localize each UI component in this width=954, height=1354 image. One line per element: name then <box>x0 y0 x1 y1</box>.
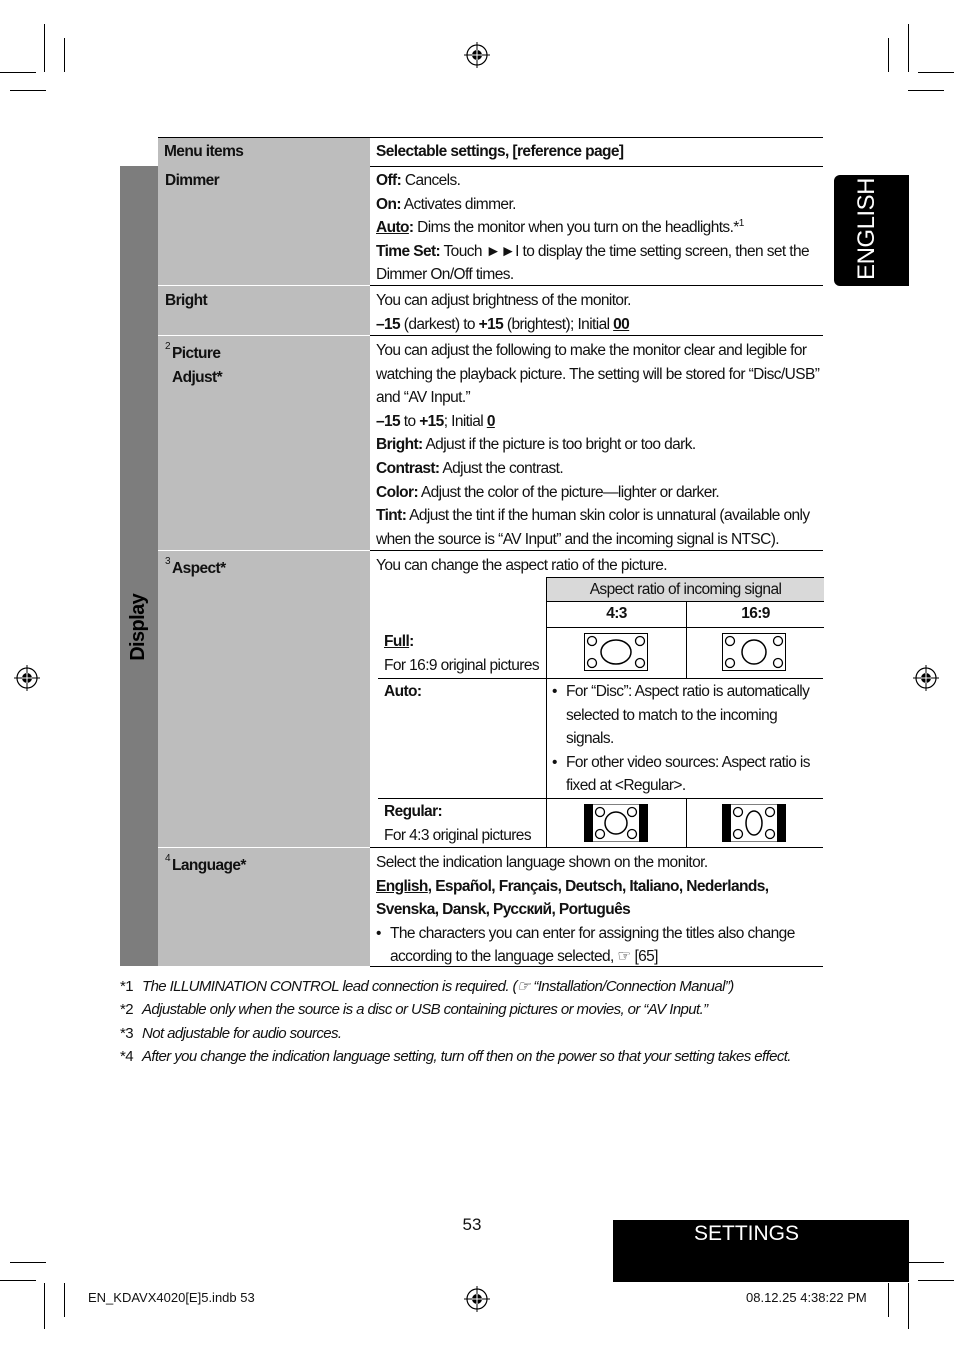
crop-mark <box>44 1283 45 1329</box>
aspect-row-full: Full: For 16:9 original pictures <box>378 628 823 679</box>
footnote-2: *2 Adjustable only when the source is a disc or USB containing pictures or movies, or “AV Input.” <box>120 1001 708 1018</box>
crop-mark <box>64 38 65 72</box>
menu-item-aspect: Aspect* $^3$ <box>158 551 370 848</box>
print-date-info: 08.12.25 4:38:22 PM <box>746 1290 867 1305</box>
registration-mark-icon <box>464 1286 490 1312</box>
display-section-label: Display <box>127 593 150 661</box>
footnote-3: *3 Not adjustable for audio sources. <box>120 1025 342 1042</box>
language-side-tab-label: ENGLISH <box>853 178 880 280</box>
crop-mark <box>908 1262 944 1263</box>
page-number: 53 <box>462 1215 482 1234</box>
menu-item-bright: Bright <box>158 286 370 336</box>
display-section-bar <box>120 166 158 966</box>
crop-mark <box>908 24 909 72</box>
settings-section-tab <box>613 1220 909 1282</box>
registration-mark-icon <box>14 665 40 691</box>
crop-mark <box>918 72 954 73</box>
bright-settings: You can adjust brightness of the monitor. –15 (darkest) to +15 (brightest); Initial 00 <box>370 286 823 336</box>
menu-item-language: Language* $^4$ <box>158 848 370 966</box>
registration-mark-icon <box>464 42 490 68</box>
crop-mark <box>918 1280 954 1281</box>
full-43-picture-icon <box>584 633 648 671</box>
language-side-tab <box>834 175 909 286</box>
crop-mark <box>888 1283 889 1317</box>
aspect-row-regular: Regular: For 4:3 original pictures <box>378 799 823 847</box>
language-settings: Select the indication language shown on the monitor. English, Español, Français, Deutsch, Italiano, Nederlands, Svenska, Dansk, Русский, Português • The characters you can enter for assigning the titles also change according to the language selected, ☞ [65] <box>370 848 823 967</box>
crop-mark <box>0 72 36 73</box>
print-file-info: EN_KDAVX4020[E]5.indb 53 <box>88 1290 255 1305</box>
crop-mark <box>888 38 889 72</box>
header-selectable-settings: Selectable settings, [reference page] <box>370 137 823 167</box>
regular-169-picture-icon <box>722 804 786 842</box>
crop-mark <box>44 24 45 72</box>
aspect-col-43: 4:3 <box>546 601 686 628</box>
header-menu-items: Menu items <box>158 137 370 167</box>
crop-mark <box>10 90 46 91</box>
footnote-1: *1 The ILLUMINATION CONTROL lead connection is required. (☞ “Installation/Connection Manual”) <box>120 978 734 995</box>
footnote-4: *4 After you change the indication language setting, turn off then on the power so that your setting takes effect. <box>120 1048 791 1065</box>
full-169-picture-icon <box>722 633 786 671</box>
crop-mark <box>908 1283 909 1329</box>
picture-adjust-settings: You can adjust the following to make the monitor clear and legible for watching the playback picture. The setting will be stored for “Disc/USB” and “AV Input.” –15 to +15; Initial 0 Bright: Adjust if the picture is too bright or too dark. Contrast: Adjust the contrast. Color: Adjust the color of the picture—lighter or darker. Tint: Adjust the tint if the human skin color is unnatural (available only when the source is “AV Input” and the incoming signal is NTSC). <box>370 336 823 551</box>
crop-mark <box>908 90 944 91</box>
menu-item-picture-adjust: Picture Adjust* $^2$ <box>158 336 370 551</box>
registration-mark-icon <box>913 665 939 691</box>
aspect-settings: You can change the aspect ratio of the picture. Aspect ratio of incoming signal 4:3 16:9 Full: For 16:9 original pictures Auto: • For “Disc”: Aspect ratio is automatically selected to match to the incoming signals. • For other video sources: Aspect ratio is fixed at <Regular>. Regular: For 4:3 original pictures <box>370 551 823 848</box>
dimmer-settings: Off: Cancels. On: Activates dimmer. Auto: Dims the monitor when you turn on the headlights.*$^1$ Time Set: Touch ►►I to display the time setting screen, then set the Dimmer On/Off times. <box>370 166 823 286</box>
aspect-signal-header: Aspect ratio of incoming signal <box>546 577 824 602</box>
aspect-col-169: 16:9 <box>686 601 824 628</box>
crop-mark <box>64 1283 65 1317</box>
settings-section-label: SETTINGS <box>693 1222 799 1245</box>
menu-item-dimmer: Dimmer <box>158 166 370 286</box>
crop-mark <box>0 1280 36 1281</box>
regular-43-picture-icon <box>584 804 648 842</box>
crop-mark <box>10 1262 46 1263</box>
aspect-row-auto: Auto: • For “Disc”: Aspect ratio is automatically selected to match to the incoming signals. • For other video sources: Aspect ratio is fixed at <Regular>. <box>378 679 823 799</box>
